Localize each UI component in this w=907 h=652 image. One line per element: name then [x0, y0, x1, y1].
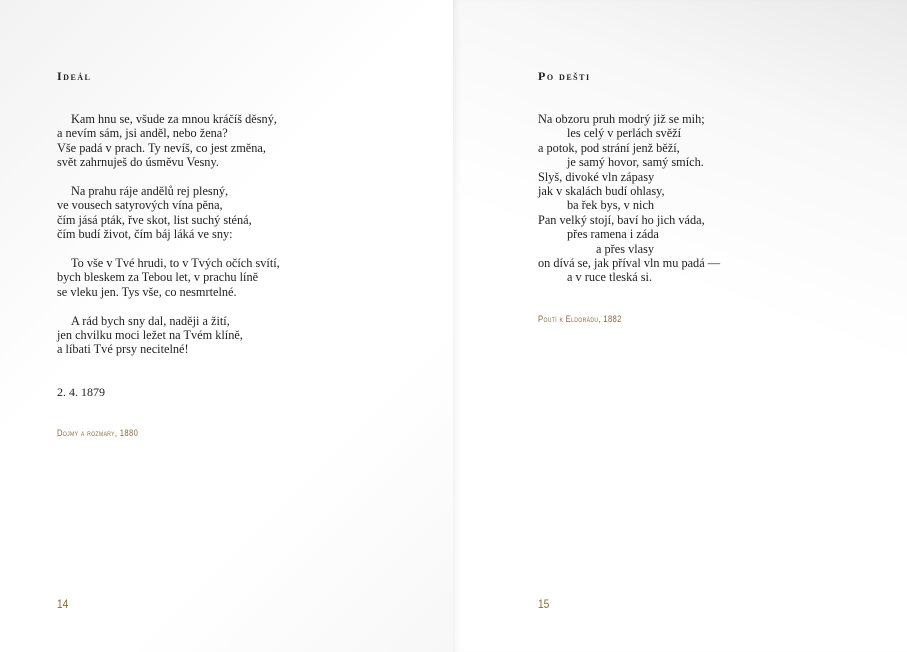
source-collection: Poutí k Eldorádu, 1882: [538, 314, 622, 324]
stanza-gap: [57, 170, 377, 184]
poem-line: a potok, pod strání jenž běží,: [538, 140, 680, 155]
poem-line: A rád bych sny dal, naději a žití,: [71, 313, 230, 328]
poem-line: ba řek bys, v nich: [567, 198, 655, 213]
poem-line: přes ramena i záda: [567, 227, 659, 242]
poem-line: To vše v Tvé hrudi, to v Tvých očích svítí,: [71, 256, 280, 271]
poem-line: bych bleskem za Tebou let, v prachu líně: [57, 270, 259, 285]
poem-line: on dívá se, jak příval vln mu padá —: [538, 256, 721, 271]
poem-line: Slyš, divoké vln zápasy: [538, 169, 655, 184]
stanza-gap: [57, 242, 377, 256]
poem-title: Ideál: [57, 69, 92, 83]
poem-body: [538, 112, 858, 285]
poem-line: Vše padá v prach. Ty nevíš, co jest změna,: [57, 140, 266, 155]
poem-line: se vleku jen. Tys vše, co nesmrtelné.: [57, 284, 237, 299]
poem-body: [57, 112, 377, 357]
poem-line: ve vousech satyrových vína pěna,: [57, 198, 223, 213]
poem-title: Po dešti: [538, 69, 591, 83]
left-page: [0, 0, 453, 652]
poem-line: jen chvilku moci ležet na Tvém klíně,: [57, 328, 243, 343]
poem-line: Pan velký stojí, baví ho jich váda,: [538, 212, 705, 227]
poem-line: svět zahrnuješ do úsměvu Vesny.: [57, 155, 219, 170]
poem-line: čím budí život, čím báj láká ve sny:: [57, 227, 233, 242]
poem-line: a v ruce tleská si.: [567, 270, 653, 285]
stanza-gap: [57, 299, 377, 313]
poem-line: Kam hnu se, všude za mnou kráčíš děsný,: [71, 112, 277, 126]
poem-date: 2. 4. 1879: [57, 385, 105, 399]
poem-line: les celý v perlách svěží: [567, 126, 682, 141]
poem-line: čím jásá pták, řve skot, list suchý sténá,: [57, 212, 252, 227]
poem-line: Na prahu ráje andělů rej plesný,: [71, 184, 229, 199]
poem-line: Na obzoru pruh modrý již se mih;: [538, 112, 705, 126]
source-collection: Dojmy a rozmary, 1880: [57, 428, 139, 438]
poem-line: a přes vlasy: [596, 241, 655, 256]
page-number: 15: [538, 597, 550, 611]
page-number: 14: [57, 597, 69, 611]
poem-line: a líbati Tvé prsy necitelné!: [57, 342, 189, 357]
right-page: [453, 0, 907, 652]
poem-line: a nevím sám, jsi anděl, nebo žena?: [57, 126, 228, 141]
poem-line: je samý hovor, samý smích.: [567, 155, 704, 170]
poem-line: jak v skalách budí ohlasy,: [538, 184, 665, 199]
